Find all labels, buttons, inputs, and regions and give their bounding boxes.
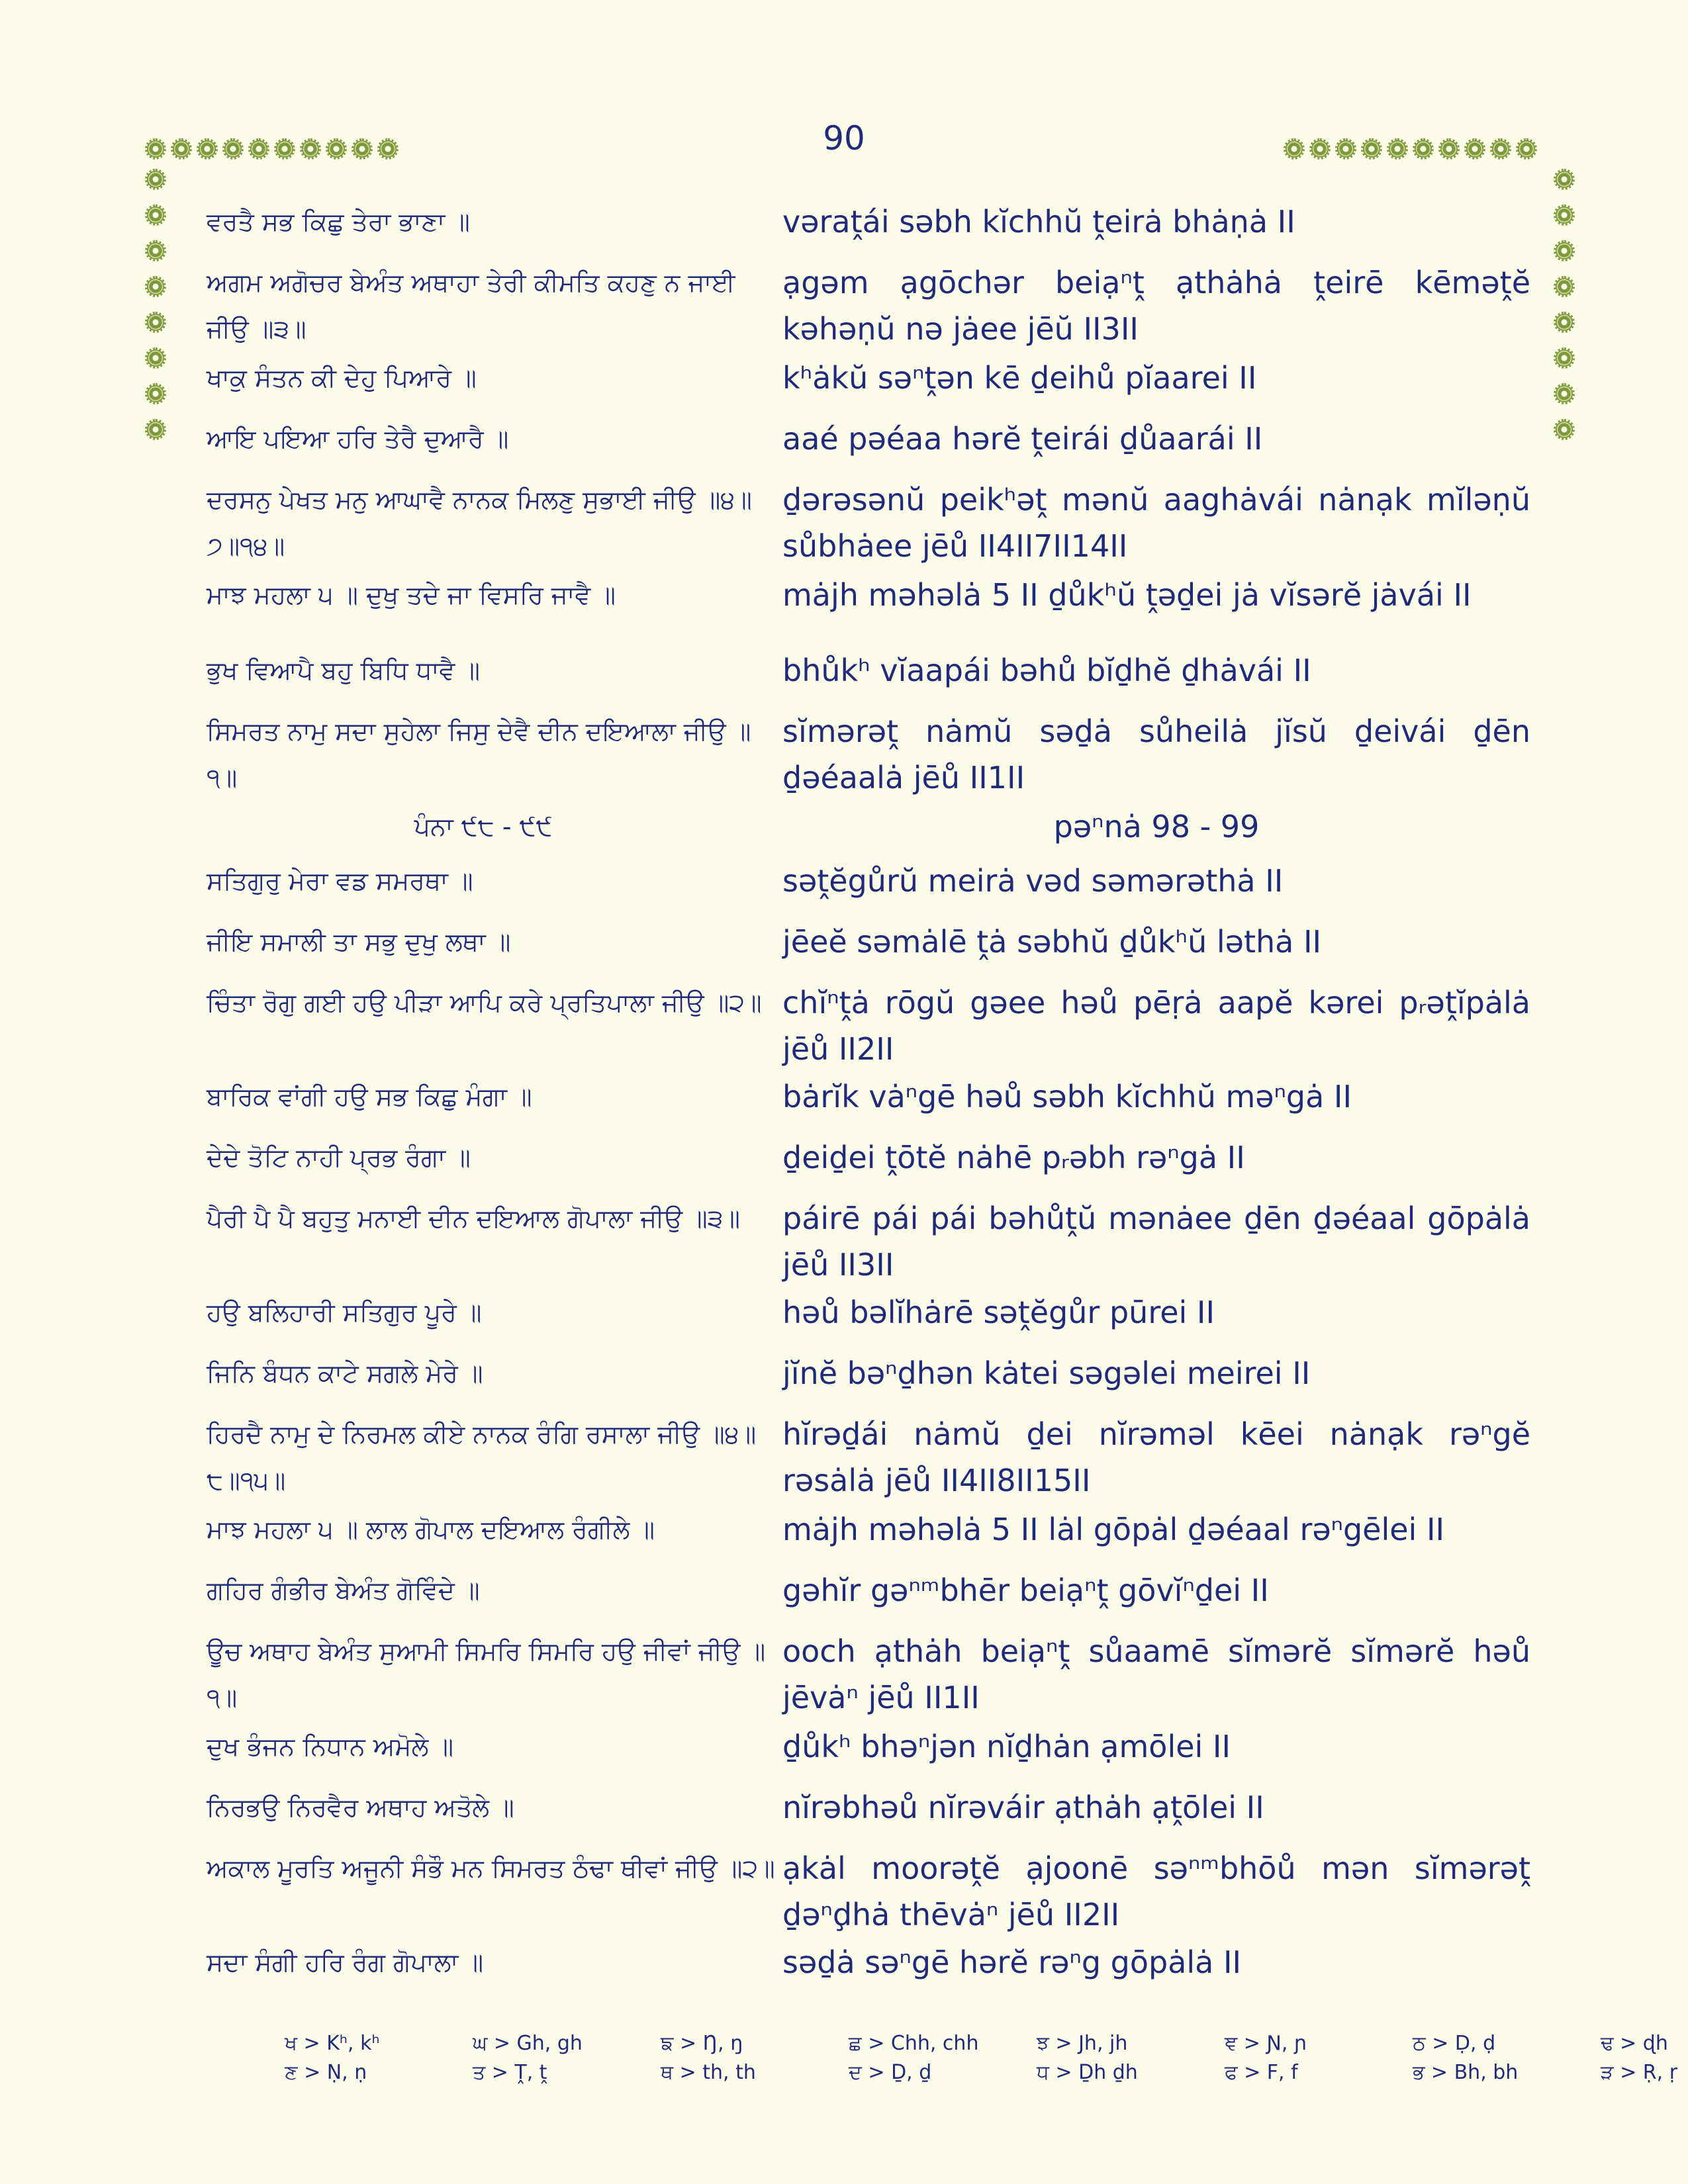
gurmukhi-text: ਖਾਕੁ ਸੰਤਨ ਕੀ ਦੇਹੁ ਪਿਆਰੇ ॥ — [207, 363, 477, 392]
legend-entry: ਫ > F, f — [1225, 2061, 1298, 2084]
border-top-right-ornament — [1286, 140, 1535, 158]
gurmukhi-text: ਹਉ ਬਲਿਹਾਰੀ ਸਤਿਗੁਰ ਪੂਰੇ ॥ — [207, 1298, 482, 1327]
legend-entry: ਛ > Chh, chh — [849, 2032, 979, 2055]
transliteration-text: gəhĭr gəⁿᵐbhēr beiạⁿṱ gōvĭⁿḏei II — [782, 1572, 1269, 1608]
flower-ornament-icon — [276, 140, 293, 158]
legend-entry: ਖ > Kʰ, kʰ — [285, 2032, 380, 2055]
transliteration-text: kʰȧkŭ səⁿṱən kē ḏeihů pĭaarei II — [782, 360, 1257, 396]
flower-ornament-icon — [379, 140, 397, 158]
gurmukhi-text: ਭੁਖ ਵਿਆਪੈ ਬਹੁ ਬਿਧਿ ਧਾਵੈ ॥ — [207, 656, 481, 685]
legend-entry: ਭ > Bh, bh — [1413, 2061, 1519, 2084]
legend-entry: ਞ > Ɲ, ɲ — [1225, 2032, 1307, 2055]
legend-entry: ਤ > Ṱ, ṱ — [473, 2061, 547, 2084]
gurmukhi-text: ਅਗਮ ਅਗੋਚਰ ਬੇਅੰਤ ਅਥਾਹਾ ਤੇਰੀ ਕੀਮਤਿ ਕਹਣੁ ਨ ਜਾਈ ਜੀਉ ॥੩॥ — [207, 268, 735, 343]
legend-entry: ਧ > Ḏh ḏh — [1037, 2061, 1138, 2084]
flower-ornament-icon — [1556, 206, 1573, 224]
border-top-left-ornament — [147, 140, 397, 158]
gurmukhi-text: ਪੰਨਾ ੯੮ - ੯੯ — [414, 812, 553, 841]
flower-ornament-icon — [173, 140, 190, 158]
gurmukhi-text: ਮਾਝ ਮਹਲਾ ੫ ॥ ਦੁਖੁ ਤਦੇ ਜਾ ਵਿਸਰਿ ਜਾਵੈ ॥ — [207, 580, 616, 610]
page-number: 90 — [823, 119, 865, 158]
flower-ornament-icon — [199, 140, 216, 158]
flower-ornament-icon — [1556, 171, 1573, 188]
transliteration-text: mȧjh məhəlȧ 5 II ḏůkʰŭ ṱəḏei jȧ vĭsərĕ jȧvái II — [782, 577, 1472, 613]
gurmukhi-text: ਊਚ ਅਥਾਹ ਬੇਅੰਤ ਸੁਆਮੀ ਸਿਮਰਿ ਸਿਮਰਿ ਹਉ ਜੀਵਾਂ ਜੀਉ ॥੧॥ — [207, 1637, 766, 1712]
flower-ornament-icon — [1518, 140, 1535, 158]
transliteration-text: jĭnĕ bəⁿḏhən kȧtei səgəlei meirei II — [782, 1355, 1311, 1391]
border-left-ornament — [147, 171, 164, 438]
transliteration-text: ḏeiḏei ṱōtĕ nȧhē pᵣəbh rəⁿgȧ II — [782, 1140, 1245, 1175]
transliteration-text: nĭrəbhəů nĭrəváir ạthȧh ạṱōlei II — [782, 1790, 1264, 1825]
gurmukhi-text: ਬਾਰਿਕ ਵਾਂਗੀ ਹਉ ਸਭ ਕਿਛੁ ਮੰਗਾ ॥ — [207, 1082, 532, 1111]
legend-row — [285, 2032, 1688, 2055]
transliteration-text: mȧjh məhəlȧ 5 II lȧl gōpȧl ḏəéaal rəⁿgēlei II — [782, 1512, 1445, 1547]
transliteration-text: ạkȧl moorəṱĕ ạjoonē səⁿᵐbhōů mən sĭmərəṱ ḏəⁿḑhȧ thēvȧⁿ jēů II2II — [782, 1850, 1530, 1933]
legend-row — [285, 2061, 1688, 2084]
transliteration-text: ạgəm ạgōchər beiạⁿṱ ạthȧhȧ ṱeirē kēməṱĕ kəhəṇŭ nə jȧee jēŭ II3II — [782, 265, 1530, 347]
gurmukhi-text: ਦੁਖ ਭੰਜਨ ਨਿਧਾਨ ਅਮੋਲੇ ॥ — [207, 1732, 453, 1761]
flower-ornament-icon — [1440, 140, 1458, 158]
legend-entry: ਥ > th, th — [661, 2061, 756, 2084]
gurmukhi-text: ਦਰਸਨੁ ਪੇਖਤ ਮਨੁ ਆਘਾਵੈ ਨਾਨਕ ਮਿਲਣੁ ਸੁਭਾਈ ਜੀਉ ॥੪॥੭॥੧੪॥ — [207, 485, 752, 561]
flower-ornament-icon — [1311, 140, 1329, 158]
flower-ornament-icon — [147, 278, 164, 295]
transliteration-text: ooch ạthȧh beiạⁿṱ sůaamē sĭmərĕ sĭmərĕ həů jēvȧⁿ jēů II1II — [782, 1633, 1530, 1715]
flower-ornament-icon — [147, 385, 164, 402]
flower-ornament-icon — [147, 206, 164, 224]
flower-ornament-icon — [353, 140, 371, 158]
legend-entry: ਦ > Ḏ, ḏ — [849, 2061, 932, 2084]
flower-ornament-icon — [1556, 242, 1573, 259]
border-right-ornament — [1556, 171, 1573, 438]
flower-ornament-icon — [1556, 314, 1573, 331]
gurmukhi-text: ਜੀਇ ਸਮਾਲੀ ਤਾ ਸਭੁ ਦੁਖੁ ਲਥਾ ॥ — [207, 927, 511, 956]
transliteration-text: hĭrəḏái nȧmŭ ḏei nĭrəməl kēei nȧnạk rəⁿgĕ rəsȧlȧ jēů II4II8II15II — [782, 1416, 1530, 1498]
flower-ornament-icon — [147, 314, 164, 331]
flower-ornament-icon — [1337, 140, 1354, 158]
flower-ornament-icon — [1286, 140, 1303, 158]
transliteration-text: ḏůkʰ bhəⁿjən nĭḏhȧn ạmōlei II — [782, 1729, 1231, 1764]
legend-entry: ਝ > Jh, jh — [1037, 2032, 1128, 2055]
transliteration-text: páirē pái pái bəhůṱŭ mənȧee ḏēn ḏəéaal gōpȧlȧ jēů II3II — [782, 1201, 1530, 1283]
flower-ornament-icon — [1415, 140, 1432, 158]
gurmukhi-text: ਚਿੰਤਾ ਰੋਗੁ ਗਈ ਹਉ ਪੀੜਾ ਆਪਿ ਕਰੇ ਪ੍ਰਤਿਪਾਲਾ ਜੀਉ ॥੨॥ — [207, 988, 762, 1017]
transliteration-text: səṱĕgůrŭ meirȧ vəd səmərəthȧ II — [782, 863, 1284, 899]
flower-ornament-icon — [1492, 140, 1509, 158]
gurmukhi-text: ਦੇਦੇ ਤੋਟਿ ਨਾਹੀ ਪ੍ਰਭ ਰੰਗਾ ॥ — [207, 1143, 471, 1172]
gurmukhi-text: ਗਹਿਰ ਗੰਭੀਰ ਬੇਅੰਤ ਗੋਵਿੰਦੇ ॥ — [207, 1576, 480, 1605]
legend-entry: ਣ > Ṇ, ṇ — [285, 2061, 367, 2084]
flower-ornament-icon — [250, 140, 267, 158]
flower-ornament-icon — [147, 140, 164, 158]
legend-entry: ਢ > ɖh — [1601, 2032, 1668, 2055]
transliteration-text: bȧrĭk vȧⁿgē həů səbh kĭchhŭ məⁿgȧ II — [782, 1079, 1352, 1115]
transliteration-text: chĭⁿṱȧ rōgŭ gəee həů pēṛȧ aapĕ kərei pᵣəṱĭpȧlȧ jēů II2II — [782, 985, 1530, 1067]
flower-ornament-icon — [1466, 140, 1483, 158]
legend-entry: ੜ > Ṛ, ṛ — [1601, 2061, 1678, 2084]
gurmukhi-text: ਅਕਾਲ ਮੂਰਤਿ ਅਜੂਨੀ ਸੰਭੌ ਮਨ ਸਿਮਰਤ ਠੰਢਾ ਥੀਵਾਂ ਜੀਉ ॥੨॥ — [207, 1854, 775, 1883]
gurmukhi-text: ਪੈਰੀ ਪੈ ਪੈ ਬਹੁਤੁ ਮਨਾਈ ਦੀਨ ਦਇਆਲ ਗੋਪਾਲਾ ਜੀਉ ॥੩॥ — [207, 1204, 741, 1233]
gurmukhi-text: ਜਿਨਿ ਬੰਧਨ ਕਾਟੇ ਸਗਲੇ ਮੇਰੇ ॥ — [207, 1359, 483, 1388]
flower-ornament-icon — [1556, 278, 1573, 295]
legend-entry: ਙ > Ŋ, ŋ — [661, 2032, 743, 2055]
flower-ornament-icon — [1556, 421, 1573, 438]
gurmukhi-text: ਨਿਰਭਉ ਨਿਰਵੈਰ ਅਥਾਹ ਅਤੋਲੇ ॥ — [207, 1793, 514, 1822]
transliteration-text: səḏȧ səⁿgē hərĕ rəⁿg gōpȧlȧ II — [782, 1944, 1242, 1980]
gurmukhi-text: ਸਦਾ ਸੰਗੀ ਹਰਿ ਰੰਗ ਗੋਪਾਲਾ ॥ — [207, 1948, 484, 1977]
transliteration-text: vəraṱái səbh kĭchhŭ ṱeirȧ bhȧṇȧ II — [782, 204, 1295, 240]
gurmukhi-text: ਸਿਮਰਤ ਨਾਮੁ ਸਦਾ ਸੁਹੇਲਾ ਜਿਸੁ ਦੇਵੈ ਦੀਨ ਦਇਆਲਾ ਜੀਉ ॥੧॥ — [207, 717, 751, 792]
gurmukhi-text: ਮਾਝ ਮਹਲਾ ੫ ॥ ਲਾਲ ਗੋਪਾਲ ਦਇਆਲ ਰੰਗੀਲੇ ॥ — [207, 1515, 655, 1544]
gurmukhi-text: ਆਇ ਪਇਆ ਹਰਿ ਤੇਰੈ ਦੁਆਰੈ ॥ — [207, 424, 509, 453]
gurmukhi-text: ਸਤਿਗੁਰੁ ਮੇਰਾ ਵਡ ਸਮਰਥਾ ॥ — [207, 866, 473, 895]
legend-entry: ਠ > Ḍ, ḍ — [1413, 2032, 1496, 2055]
flower-ornament-icon — [302, 140, 319, 158]
flower-ornament-icon — [1556, 385, 1573, 402]
gurmukhi-text: ਹਿਰਦੈ ਨਾਮੁ ਦੇ ਨਿਰਮਲ ਕੀਏ ਨਾਨਕ ਰੰਗਿ ਰਸਾਲਾ ਜੀਉ ॥੪॥੮॥੧੫॥ — [207, 1420, 757, 1495]
flower-ornament-icon — [328, 140, 345, 158]
flower-ornament-icon — [1363, 140, 1380, 158]
flower-ornament-icon — [1556, 349, 1573, 367]
flower-ornament-icon — [1389, 140, 1406, 158]
transliteration-text: pəⁿnȧ 98 - 99 — [1053, 809, 1260, 844]
flower-ornament-icon — [224, 140, 242, 158]
flower-ornament-icon — [147, 171, 164, 188]
transliteration-text: bhůkʰ vĭaapái bəhů bĭḏhĕ ḏhȧvái II — [782, 653, 1311, 688]
legend-entry: ਘ > Gh, gh — [473, 2032, 583, 2055]
flower-ornament-icon — [147, 421, 164, 438]
gurmukhi-text: ਵਰਤੈ ਸਭ ਕਿਛੁ ਤੇਰਾ ਭਾਣਾ ॥ — [207, 207, 470, 236]
transliteration-text: aaé pəéaa hərĕ ṱeirái ḏůaarái II — [782, 421, 1263, 457]
transliteration-text: sĭmərəṱ nȧmŭ səḏȧ sůheilȧ jĭsŭ ḏeivái ḏēn ḏəéaalȧ jēů II1II — [782, 713, 1530, 796]
transliteration-text: həů bəlĭhȧrē səṱĕgůr pūrei II — [782, 1295, 1215, 1330]
transliteration-text: jēeĕ səmȧlē ṱȧ səbhŭ ḏůkʰŭ ləthȧ II — [782, 924, 1322, 960]
flower-ornament-icon — [147, 242, 164, 259]
transliteration-text: ḏərəsənŭ peikʰəṱ mənŭ aaghȧvái nȧnạk mĭləṇŭ sůbhȧee jēů II4II7II14II — [782, 482, 1530, 564]
flower-ornament-icon — [147, 349, 164, 367]
